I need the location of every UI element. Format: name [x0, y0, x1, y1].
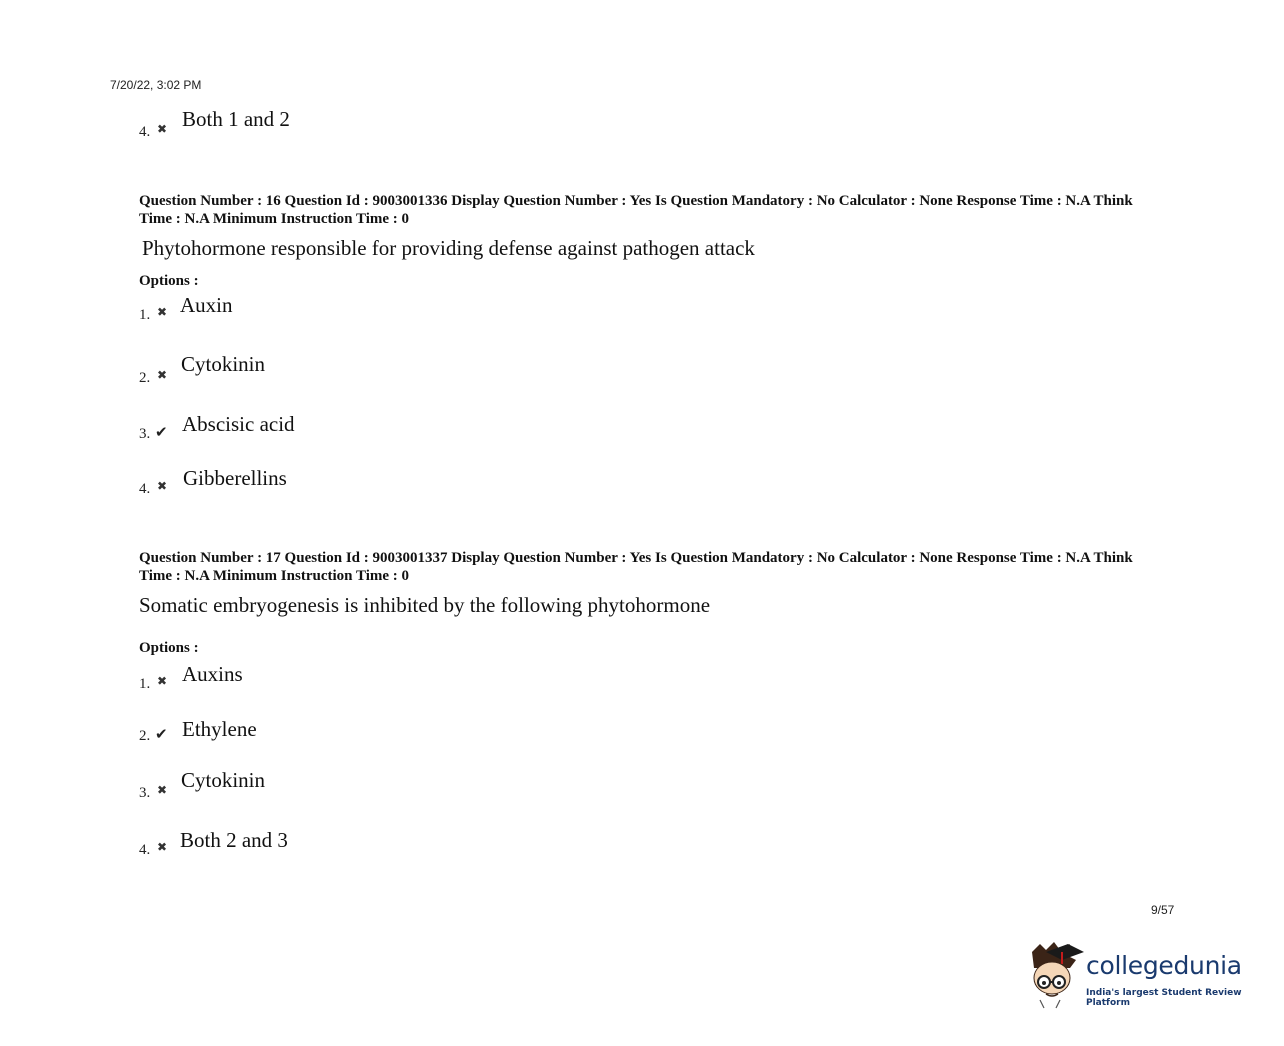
collegedunia-wordmark: collegedunia — [1086, 951, 1242, 980]
incorrect-mark-icon: ✖ — [157, 840, 168, 854]
question-17-meta: Question Number : 17 Question Id : 9003001337 Display Question Number : Yes Is Question Mandatory : No Calculator : None Response Time : N.A Think Time : N.A Minimum Instruction Time : 0 — [139, 550, 1133, 584]
brand-tagline: India's largest Student Review Platform — [1086, 988, 1242, 1008]
correct-mark-icon: ✔ — [155, 423, 168, 441]
question-17-text: Somatic embryogenesis is inhibited by the following phytohormone — [139, 593, 711, 617]
incorrect-mark-icon: ✖ — [157, 783, 168, 797]
option-text: Gibberellins — [183, 466, 287, 490]
option-text: Auxins — [182, 662, 243, 686]
incorrect-mark-icon: ✖ — [157, 368, 168, 382]
question-16-options-label: Options : — [139, 273, 199, 289]
collegedunia-mascot-icon — [1026, 938, 1088, 1010]
incorrect-mark-icon: ✖ — [157, 122, 168, 136]
option-number: 2. — [139, 728, 151, 744]
incorrect-mark-icon: ✖ — [157, 479, 168, 493]
incorrect-mark-icon: ✖ — [157, 674, 168, 688]
option-text: Auxin — [180, 293, 233, 317]
option-number: 3. — [139, 426, 151, 442]
option-text: Both 2 and 3 — [180, 828, 288, 852]
option-number: 1. — [139, 676, 151, 692]
option-number: 2. — [139, 370, 151, 386]
option-text: Ethylene — [182, 717, 257, 741]
correct-mark-icon: ✔ — [155, 725, 168, 743]
option-number: 4. — [139, 842, 151, 858]
option-text: Cytokinin — [181, 352, 266, 376]
question-16-text: Phytohormone responsible for providing defense against pathogen attack — [142, 236, 755, 260]
question-16-meta: Question Number : 16 Question Id : 9003001336 Display Question Number : Yes Is Question Mandatory : No Calculator : None Response Time : N.A Think Time : N.A Minimum Instruction Time : 0 — [139, 193, 1133, 227]
option-text: Cytokinin — [181, 768, 266, 792]
option-number: 4. — [139, 481, 151, 497]
option-number: 4. — [139, 124, 151, 140]
option-text: Abscisic acid — [182, 412, 295, 436]
incorrect-mark-icon: ✖ — [157, 305, 168, 319]
option-text: Both 1 and 2 — [182, 107, 290, 131]
option-number: 1. — [139, 307, 151, 323]
print-timestamp: 7/20/22, 3:02 PM — [110, 78, 202, 92]
option-number: 3. — [139, 785, 151, 801]
question-17-options-label: Options : — [139, 640, 199, 656]
page-number: 9/57 — [1151, 903, 1175, 917]
